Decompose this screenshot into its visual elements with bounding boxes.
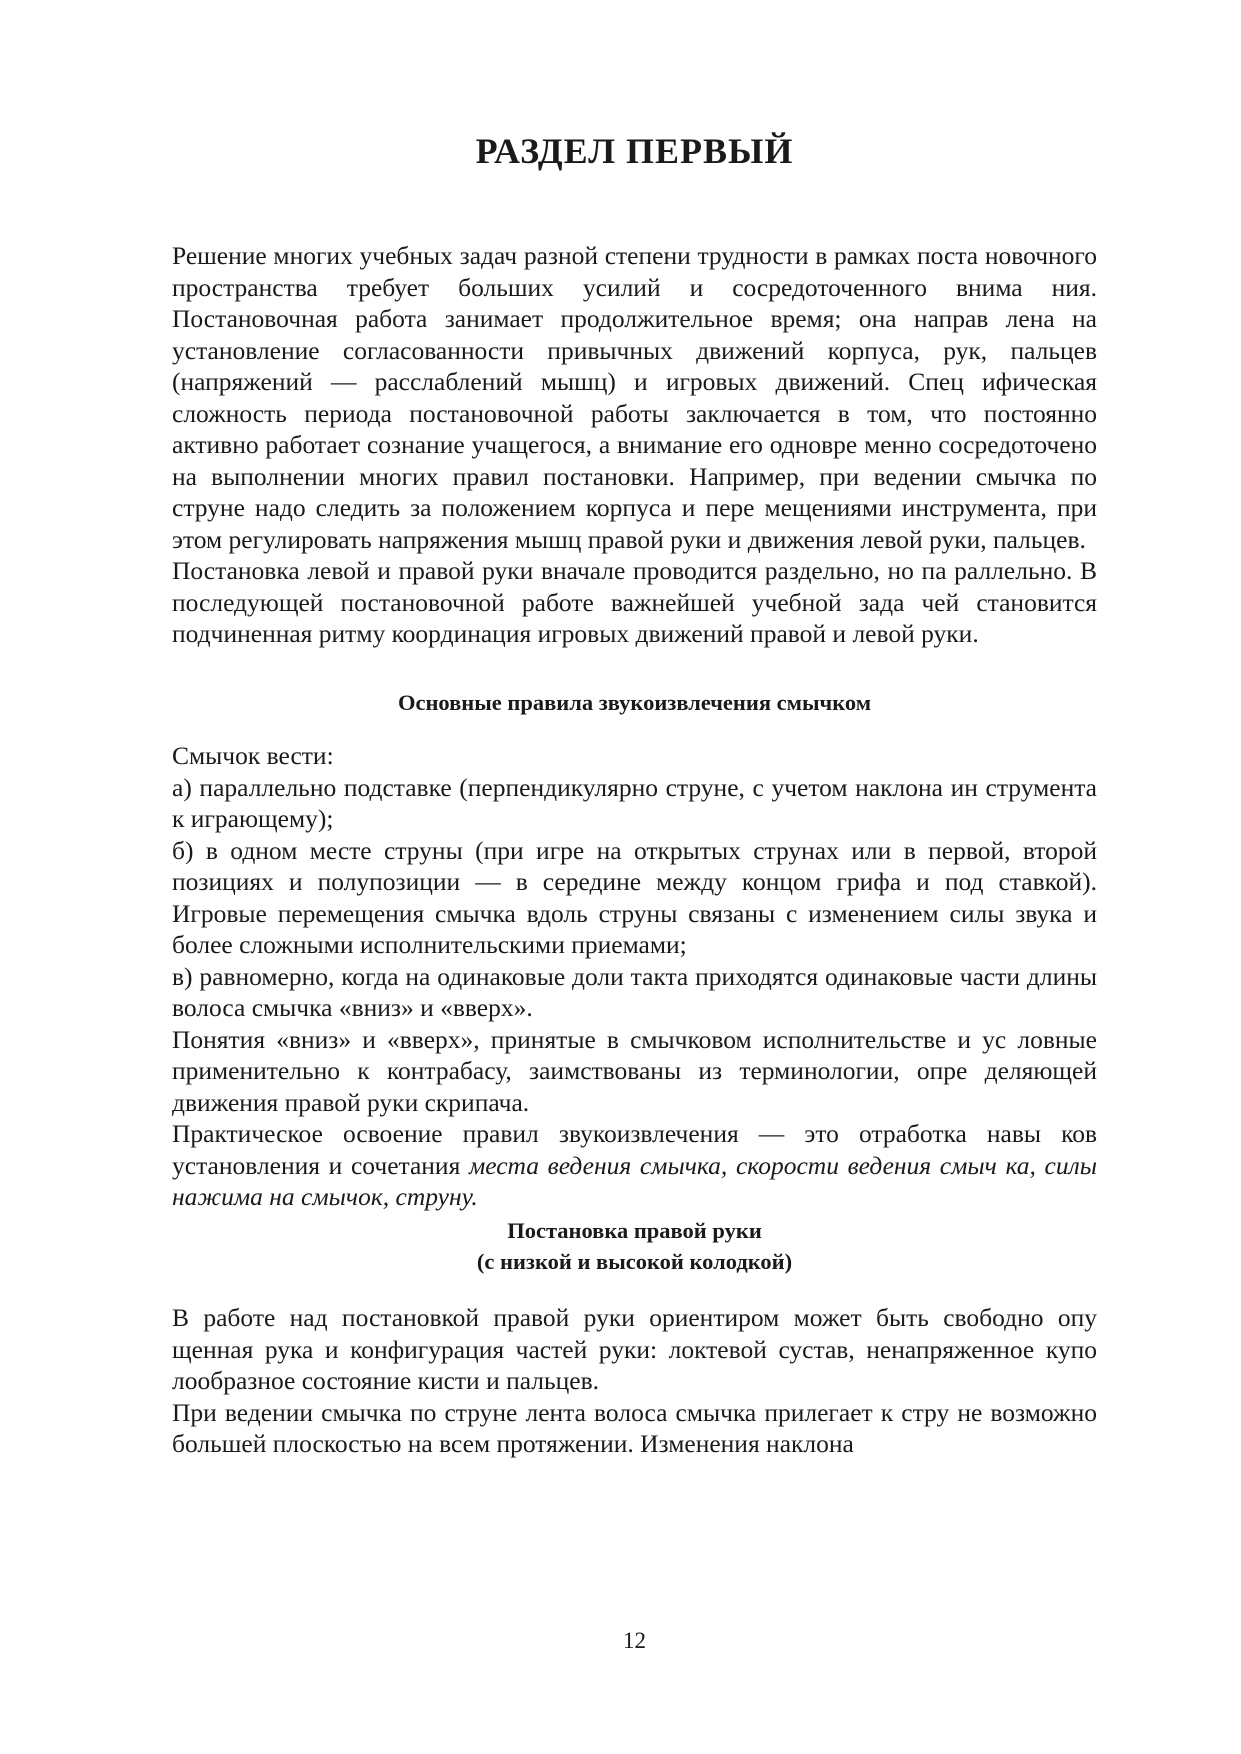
text-line: силы звука и более сложными исполнительскими приемами; — [172, 898, 1097, 959]
text-line: лена на установление согласованности привычных движений корпуса, рук, — [172, 304, 1097, 365]
rules-lead: Смычок вести: — [172, 741, 334, 770]
text-line: менно сосредоточено на выполнении многих правил постановки. Например, — [172, 430, 1098, 491]
text-line: раллельно. В последующей постановочной работе важнейшей учебной зада — [172, 556, 1097, 617]
right-hand-block — [172, 1302, 1097, 1460]
text-line: ния. Постановочная работа занимает продолжительное время; она направ — [172, 272, 1097, 333]
rules-block — [172, 740, 1097, 1213]
text-line: струмента к играющему); — [172, 772, 1097, 833]
rule-b — [172, 835, 1097, 961]
subheading-line: Постановка правой руки — [507, 1218, 762, 1243]
text-line: ловные применительно к контрабасу, заимствованы из терминологии, опре — [172, 1024, 1098, 1085]
text-line: мещениями инструмента, при этом регулировать напряжения мышц правой — [172, 493, 1097, 554]
text-line: Практическое освоение правил звукоизвлечения — это отработка навы — [172, 1119, 1042, 1148]
text-line: постоянно активно работает сознание учащегося, а внимание его одновре — [172, 398, 1097, 459]
text-line: ков установления и сочетания — [172, 1119, 1098, 1180]
text-line: руки и движения левой руки, пальцев. — [670, 524, 1086, 554]
text-line: б) в одном месте струны (при игре на открытых струнах или в первой, — [172, 835, 1011, 865]
text-line: второй позициях и полупозиции — в середине между концом грифа и под — [172, 835, 1097, 896]
text-line: щенная рука и конфигурация частей руки: локтевой сустав, ненапряженное купо — [172, 1334, 1097, 1364]
text-line: ставкой). Игровые перемещения смычка вдоль струны связаны с изменением — [172, 867, 1098, 928]
intro-block — [172, 240, 1097, 650]
text-line: части длины волоса смычка «вниз» и «вверх». — [172, 961, 1097, 1022]
text-line: деляющей движения правой руки скрипача. — [172, 1056, 1098, 1117]
text-line: лообразное состояние кисти и пальцев. — [172, 1366, 600, 1395]
right-hand-paragraph-1 — [172, 1302, 1097, 1397]
italic-text: ка, силы нажима на смычок, струну. — [172, 1150, 1098, 1211]
page-number: 12 — [623, 1628, 646, 1653]
subheading-line: (с низкой и высокой колодкой) — [476, 1249, 793, 1274]
document-page — [172, 0, 1097, 1754]
rule-a — [172, 772, 1097, 835]
text-line: При ведении смычка по струне лента волоса смычка прилегает к стру — [172, 1397, 950, 1427]
text-line: В работе над постановкой правой руки ориентиром может быть свободно опу — [172, 1303, 1097, 1332]
text-line: не возможно большей плоскостью на всем протяжении. Изменения наклона — [172, 1397, 1097, 1458]
intro-paragraph-1 — [172, 240, 1097, 555]
subheading-right-hand — [172, 1215, 1097, 1277]
text-line: Постановка левой и правой руки вначале проводится раздельно, но па — [172, 556, 947, 585]
text-line: а) параллельно подставке (перпендикулярно струне, с учетом наклона ин — [172, 772, 978, 802]
italic-text: места ведения смычка, скорости ведения смыч — [468, 1150, 997, 1180]
text-line: ифическая сложность периода постановочной работы заключается в том, что — [172, 367, 1097, 428]
text-line: чей становится подчиненная ритму координация игровых движений правой — [172, 587, 1098, 648]
text-line: при ведении смычка по струне надо следить за положением корпуса и пере — [172, 461, 1098, 522]
concept-paragraph — [172, 1024, 1097, 1119]
subheading-bowing-rules: Основные правила звукоизвлечения смычком — [397, 690, 872, 715]
text-line: новочного пространства требует больших усилий и сосредоточенного внима — [172, 241, 1098, 302]
text-line: в) равномерно, когда на одинаковые доли такта приходятся одинаковые — [172, 961, 953, 991]
text-line: Решение многих учебных задач разной степени трудности в рамках поста — [172, 241, 979, 270]
intro-paragraph-2 — [172, 555, 1097, 650]
section-title: РАЗДЕЛ ПЕРВЫЙ — [475, 131, 794, 171]
text-line: и левой руки. — [832, 619, 979, 648]
right-hand-paragraph-2 — [172, 1397, 1097, 1460]
rule-c — [172, 961, 1097, 1024]
text-line: пальцев (напряжений — расслаблений мышц) и игровых движений. Спец — [172, 335, 1097, 396]
text-line: Понятия «вниз» и «вверх», принятые в смычковом исполнительстве и ус — [172, 1024, 1007, 1054]
practice-paragraph — [172, 1118, 1097, 1213]
